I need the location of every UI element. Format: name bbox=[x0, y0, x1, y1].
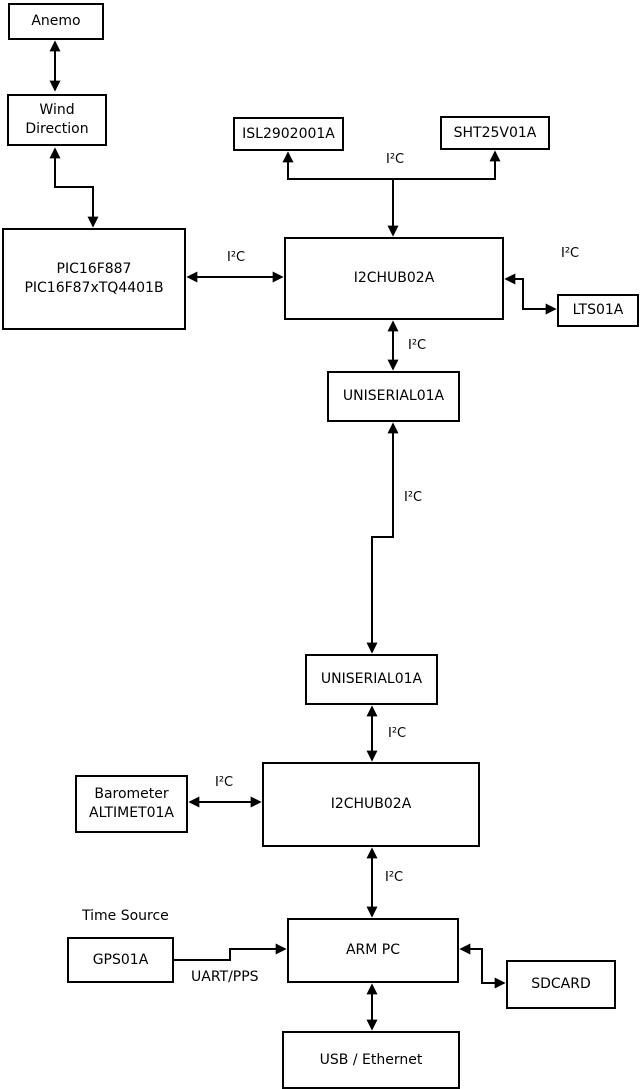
block-wind-direction bbox=[7, 94, 107, 146]
block-sht25v01a-label: SHT25V01A bbox=[453, 124, 537, 141]
connector-uniserial1-uniserial2 bbox=[372, 424, 393, 652]
block-isl2902001a bbox=[233, 117, 344, 151]
connector-arm-sdcard bbox=[461, 949, 504, 983]
block-sdcard bbox=[506, 960, 616, 1009]
block-pic-line1: PIC16F887 bbox=[56, 261, 132, 277]
edge-label-i2c-uniserial-hub2: I²C bbox=[388, 726, 407, 741]
connector-hub1-lts bbox=[506, 279, 555, 309]
block-anemo bbox=[8, 3, 104, 40]
block-usb-ethernet bbox=[282, 1031, 460, 1089]
block-lts01a bbox=[557, 294, 639, 327]
block-barometer-line2: ALTIMET01A bbox=[89, 805, 174, 821]
block-sht25v01a bbox=[440, 116, 550, 150]
block-arm-pc bbox=[287, 918, 459, 983]
block-barometer-line1: Barometer bbox=[94, 786, 169, 802]
edge-label-i2c-hub2-arm: I²C bbox=[385, 870, 404, 885]
block-uniserial-upper bbox=[327, 371, 460, 422]
label-time-source: Time Source bbox=[82, 908, 169, 924]
connector-wind-pic bbox=[55, 149, 93, 226]
block-gps01a-label: GPS01A bbox=[92, 951, 149, 968]
block-pic-microcontroller bbox=[2, 228, 186, 330]
block-uniserial-upper-label: UNISERIAL01A bbox=[342, 388, 445, 404]
block-i2c-hub-upper-label: I2CHUB02A bbox=[353, 270, 435, 286]
block-wind-direction-line2: Direction bbox=[25, 121, 89, 137]
block-isl2902001a-label: ISL2902001A bbox=[242, 125, 335, 142]
edge-label-i2c-hub-to-sensors: I²C bbox=[386, 152, 405, 167]
edge-label-i2c-pic-hub: I²C bbox=[227, 250, 246, 265]
block-usb-ethernet-label: USB / Ethernet bbox=[319, 1051, 423, 1068]
edge-label-uart-pps: UART/PPS bbox=[191, 969, 259, 985]
edge-label-i2c-hub-lts: I²C bbox=[561, 246, 580, 261]
block-i2c-hub-lower bbox=[262, 762, 480, 847]
block-uniserial-lower bbox=[305, 654, 438, 705]
edge-label-i2c-uniserial-link: I²C bbox=[404, 490, 423, 505]
block-arm-pc-label: ARM PC bbox=[345, 942, 401, 958]
edge-label-i2c-hub-uniserial: I²C bbox=[408, 338, 427, 353]
block-wind-direction-line1: Wind bbox=[39, 102, 75, 118]
block-anemo-label: Anemo bbox=[31, 13, 81, 29]
block-sdcard-label: SDCARD bbox=[531, 976, 591, 992]
edge-label-i2c-barometer-hub2: I²C bbox=[215, 775, 234, 790]
block-gps01a bbox=[67, 937, 174, 983]
block-pic-line2: PIC16F87xTQ4401B bbox=[24, 280, 164, 296]
block-i2c-hub-lower-label: I2CHUB02A bbox=[330, 796, 412, 812]
block-barometer bbox=[75, 775, 188, 833]
block-uniserial-lower-label: UNISERIAL01A bbox=[320, 671, 423, 687]
connector-gps-arm bbox=[174, 949, 285, 960]
block-lts01a-label: LTS01A bbox=[572, 302, 624, 318]
block-i2c-hub-upper bbox=[284, 237, 504, 320]
